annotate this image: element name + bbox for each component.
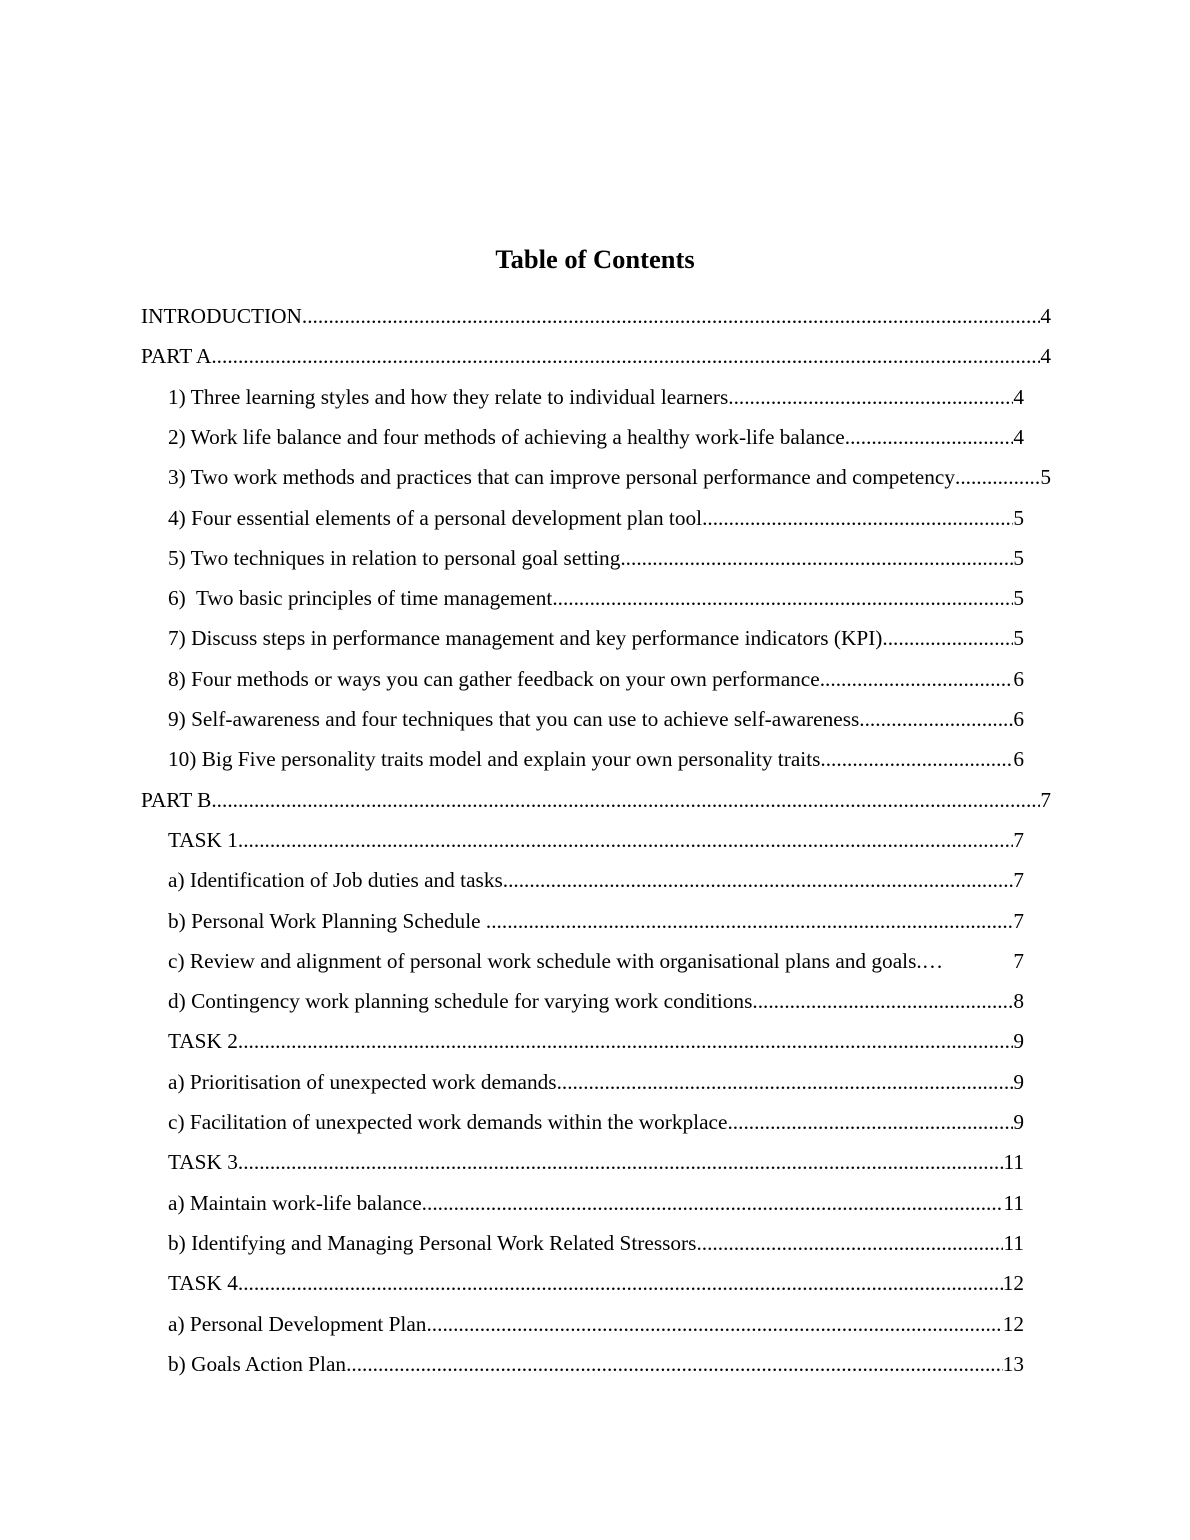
toc-leader-dots	[552, 580, 1013, 616]
toc-leader-dots	[922, 943, 1014, 979]
toc-entry-label: b) Identifying and Managing Personal Work Related Stressors	[168, 1230, 697, 1255]
toc-title: Table of Contents	[495, 244, 695, 274]
toc-leader-dots	[503, 862, 1014, 898]
toc-entry-page: 5	[1013, 626, 1024, 651]
toc-entry-label: 10) Big Five personality traits model and explain your own personality traits	[168, 747, 821, 772]
toc-entry-label: d) Contingency work planning schedule for varying work conditions	[168, 989, 753, 1014]
toc-leader-dots	[882, 620, 1013, 656]
toc-entry-label: c) Facilitation of unexpected work demands within the workplace	[168, 1110, 728, 1134]
toc-entry-label: TASK 4	[168, 1271, 238, 1296]
toc-entry-label: c) Review and alignment of personal work schedule with organisational plans and goals.	[168, 948, 922, 973]
toc-entry-task-3-b[interactable]	[168, 1225, 1024, 1261]
toc-entry-label: 2) Work life balance and four methods of achieving a healthy work-life balance	[168, 424, 845, 449]
toc-entry-label: 8) Four methods or ways you can gather feedback on your own performance	[168, 666, 820, 691]
toc-entry-page: 6	[1013, 707, 1024, 731]
toc-entry-page: 5	[1013, 586, 1024, 611]
toc-entry-page: 11	[1003, 1230, 1024, 1255]
toc-entry-label: a) Identification of Job duties and tasks	[168, 868, 503, 893]
toc-leader-dots	[728, 379, 1013, 415]
toc-leader-dots	[696, 1225, 1003, 1261]
toc-entry-page: 4	[1040, 344, 1051, 369]
toc-entry-part-a[interactable]	[141, 338, 1051, 374]
toc-entry-label: b) Personal Work Planning Schedule	[168, 908, 486, 933]
toc-entry-label: 3) Two work methods and practices that can improve personal performance and competency	[168, 465, 955, 490]
toc-entry-page: 4	[1013, 384, 1024, 409]
toc-entry-page: 12	[1002, 1271, 1024, 1296]
toc-entry-page: 5	[1013, 505, 1024, 530]
toc-entry-page: 7	[1013, 827, 1024, 852]
toc-entry-page: 11	[1003, 1190, 1024, 1215]
toc-leader-dots	[238, 1265, 1003, 1301]
toc-leader-dots	[727, 1104, 1013, 1140]
toc-entry-part-b[interactable]	[141, 782, 1051, 818]
toc-entry-part-a-9[interactable]	[168, 701, 1024, 737]
toc-entry-part-a-8[interactable]	[168, 661, 1024, 697]
toc-entry-page: 4	[1040, 304, 1051, 328]
toc-leader-dots	[238, 1144, 1004, 1180]
toc-entry-label: b) Goals Action Plan	[168, 1351, 347, 1376]
toc-leader-dots	[346, 1346, 1003, 1382]
toc-leader-dots	[426, 1306, 1002, 1342]
toc-entry-task-3-a[interactable]	[168, 1185, 1024, 1221]
toc-leader-dots	[820, 741, 1013, 777]
toc-entry-part-a-5[interactable]	[168, 540, 1024, 576]
toc-leader-dots	[238, 1023, 1013, 1059]
toc-entry-page: 5	[1013, 545, 1024, 570]
toc-entry-page: 6	[1013, 747, 1024, 772]
toc-entry-part-a-2[interactable]	[168, 419, 1024, 455]
toc-entry-label: 9) Self-awareness and four techniques that you can use to achieve self-awareness	[168, 707, 860, 731]
toc-leader-dots	[702, 500, 1013, 536]
toc-entry-task-3[interactable]	[168, 1144, 1024, 1180]
toc-entry-part-a-4[interactable]	[168, 500, 1024, 536]
toc-entry-task-4-a[interactable]	[168, 1306, 1024, 1342]
toc-entry-task-2-c[interactable]	[168, 1104, 1024, 1140]
toc-entry-page: 9	[1013, 1029, 1024, 1054]
toc-entry-part-a-1[interactable]	[168, 379, 1024, 415]
toc-entry-task-2-a[interactable]	[168, 1064, 1024, 1100]
toc-leader-dots	[820, 661, 1014, 697]
toc-entry-label: a) Prioritisation of unexpected work demands	[168, 1069, 557, 1094]
toc-entry-label: TASK 2	[168, 1029, 238, 1054]
toc-entry-task-1-b[interactable]	[168, 903, 1024, 939]
toc-entry-label: PART B	[141, 787, 212, 812]
toc-leader-dots	[955, 459, 1040, 495]
toc-entry-task-1-c[interactable]	[168, 943, 1024, 979]
toc-entry-page: 13	[1002, 1351, 1024, 1376]
toc-entry-page: 7	[1013, 948, 1024, 973]
toc-entry-page: 5	[1040, 465, 1051, 490]
toc-entry-label: 1) Three learning styles and how they relate to individual learners	[168, 384, 729, 409]
toc-leader-dots	[859, 701, 1013, 737]
toc-entry-part-a-6[interactable]	[168, 580, 1024, 616]
toc-entry-label: a) Personal Development Plan	[168, 1311, 427, 1336]
toc-entry-label: INTRODUCTION	[141, 304, 302, 328]
toc-entry-page: 7	[1013, 908, 1024, 933]
toc-entry-page: 6	[1013, 666, 1024, 691]
toc-entry-task-1[interactable]	[168, 822, 1024, 858]
toc-leader-dots	[211, 338, 1040, 374]
toc-entry-page: 9	[1013, 1069, 1024, 1094]
toc-entry-page: 12	[1002, 1311, 1024, 1336]
toc-entry-label: PART A	[141, 344, 212, 369]
toc-entry-task-1-d[interactable]	[168, 983, 1024, 1019]
toc-entry-part-a-7[interactable]	[168, 620, 1024, 656]
toc-leader-dots	[422, 1185, 1004, 1221]
toc-entry-label: TASK 3	[168, 1150, 238, 1175]
toc-entry-task-4-b[interactable]	[168, 1346, 1024, 1382]
toc-entry-task-2[interactable]	[168, 1023, 1024, 1059]
toc-entry-part-a-3[interactable]	[168, 459, 1051, 495]
toc-leader-dots	[620, 540, 1013, 576]
toc-entry-task-4[interactable]	[168, 1265, 1024, 1301]
toc-entry-label: 5) Two techniques in relation to personal goal setting	[168, 545, 621, 570]
toc-leader-dots	[302, 298, 1040, 334]
toc-entry-page: 8	[1013, 989, 1024, 1014]
toc-entry-page: 7	[1013, 868, 1024, 893]
toc-leader-dots	[845, 419, 1014, 455]
toc-entry-label: 6) Two basic principles of time management	[168, 586, 553, 611]
toc-entry-part-a-10[interactable]	[168, 741, 1024, 777]
toc-entry-page: 7	[1040, 787, 1051, 812]
toc-leader-dots	[557, 1064, 1014, 1100]
toc-leader-dots	[238, 822, 1013, 858]
toc-leader-dots	[752, 983, 1013, 1019]
toc-leader-dots	[211, 782, 1040, 818]
toc-entry-label: 7) Discuss steps in performance management and key performance indicators (KPI)	[168, 626, 883, 651]
toc-entry-page: 4	[1013, 424, 1024, 449]
toc-entry-label: a) Maintain work-life balance	[168, 1190, 422, 1215]
toc-entry-introduction[interactable]	[141, 298, 1051, 334]
toc-entry-label: TASK 1	[168, 827, 238, 852]
toc-entry-page: 11	[1003, 1150, 1024, 1175]
toc-leader-dots	[486, 903, 1013, 939]
toc-entry-label: 4) Four essential elements of a personal development plan tool	[168, 505, 703, 530]
toc-entry-task-1-a[interactable]	[168, 862, 1024, 898]
toc-entry-page: 9	[1013, 1110, 1024, 1134]
